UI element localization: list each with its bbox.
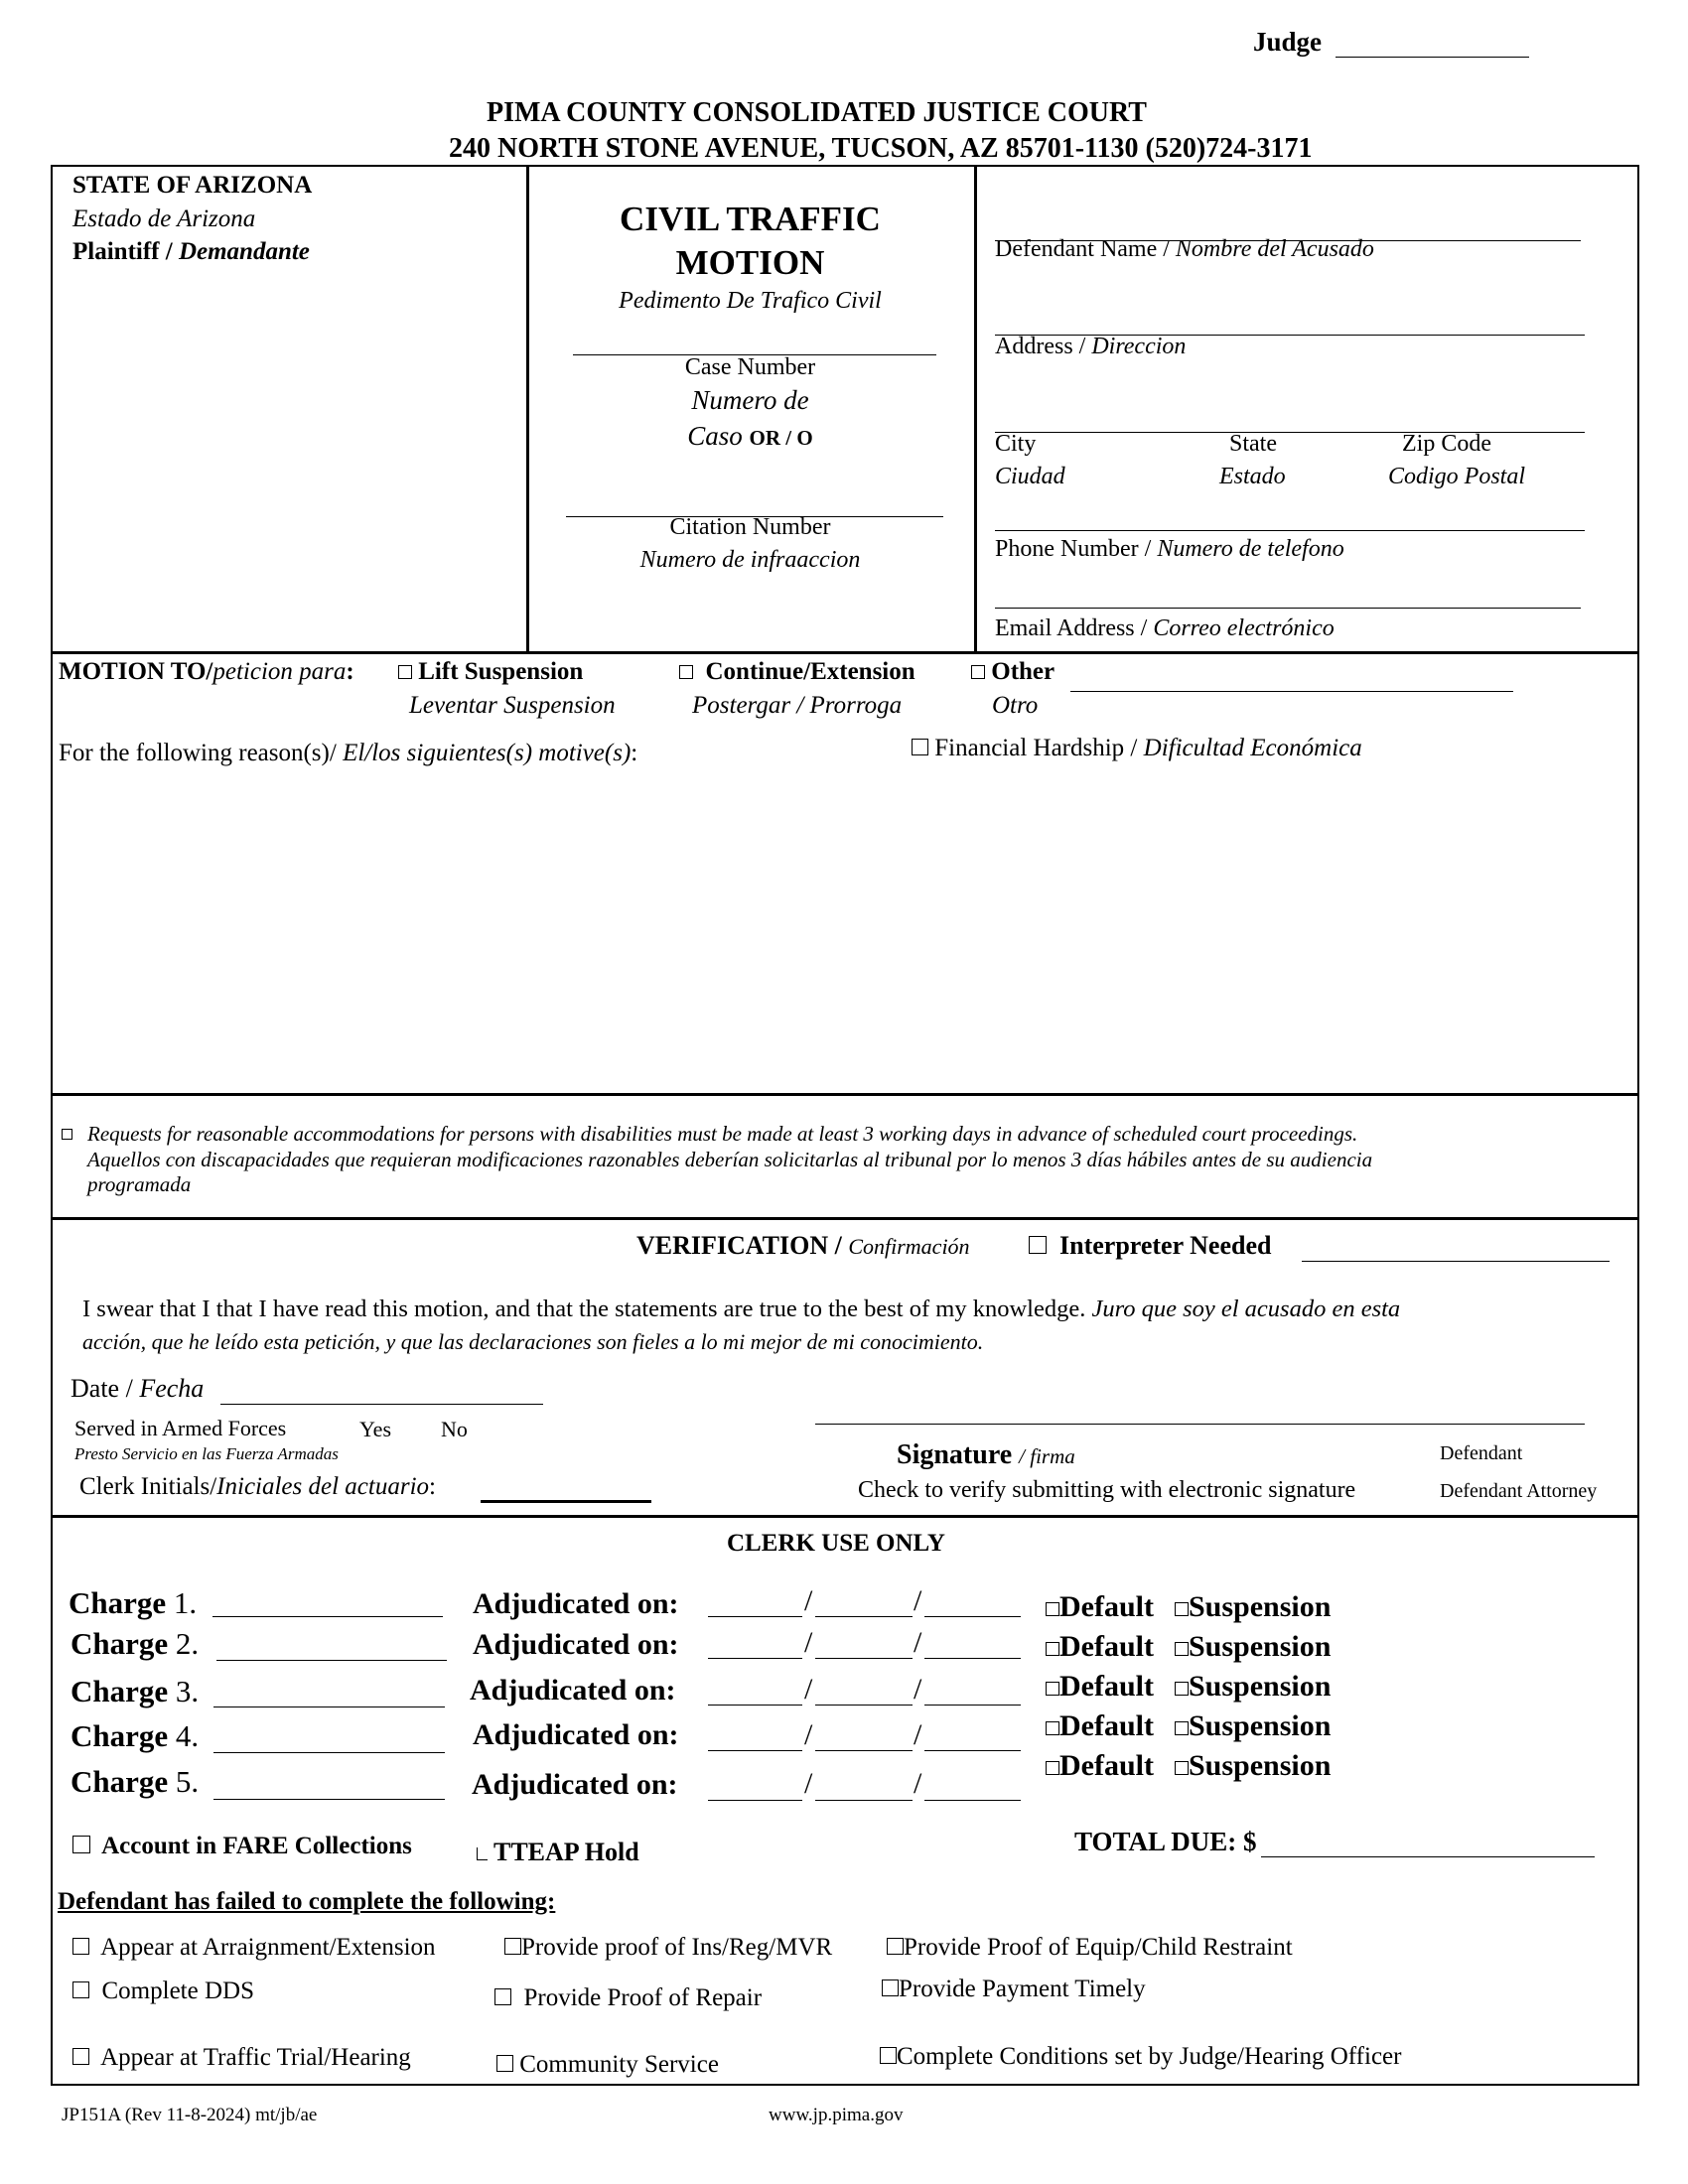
case-number-label-es: Numero de	[691, 385, 809, 415]
adjudicated-month[interactable]	[708, 1646, 802, 1659]
charge-field[interactable]	[213, 1783, 445, 1800]
defendant-option[interactable]: Defendant	[1440, 1442, 1523, 1464]
failed-item[interactable]: Complete Conditions set by Judge/Hearing Officer	[880, 2043, 1401, 2071]
charge-field[interactable]	[213, 1736, 445, 1753]
other-option[interactable]: Other	[971, 658, 1055, 686]
failed-item[interactable]: Community Service	[496, 2051, 719, 2079]
city-label: City	[995, 431, 1037, 457]
zip-label: Zip Code	[1402, 431, 1491, 457]
adjudicated-month[interactable]	[708, 1693, 802, 1706]
accommodations-line3: programada	[87, 1172, 192, 1196]
adjudicated-year[interactable]	[924, 1604, 1021, 1617]
divider	[51, 1093, 1639, 1096]
date-slash: /	[804, 1584, 813, 1617]
adjudicated-day[interactable]	[815, 1693, 913, 1706]
state-label-es: Estado	[1219, 464, 1286, 489]
adjudicated-year[interactable]	[924, 1646, 1021, 1659]
divider	[974, 165, 977, 651]
date-slash: /	[914, 1718, 922, 1751]
divider	[51, 1217, 1639, 1220]
suspension-option[interactable]: Suspension	[1175, 1709, 1331, 1743]
default-checkbox[interactable]	[1046, 1682, 1059, 1696]
failed-item[interactable]: Appear at Traffic Trial/Hearing	[72, 2044, 411, 2072]
continue-extension-option[interactable]: Continue/Extension	[679, 658, 915, 686]
verification-title: VERIFICATION / Confirmación	[636, 1231, 970, 1260]
phone-label: Phone Number / Numero de telefono	[995, 536, 1344, 562]
reasons-label: For the following reason(s)/ El/los siguientes(s) motive(s):	[59, 740, 638, 766]
city-state-zip-field[interactable]	[995, 420, 1585, 433]
motion-label: MOTION TO/peticion para:	[59, 658, 354, 685]
adjudicated-day[interactable]	[815, 1788, 913, 1801]
failed-checkbox[interactable]	[882, 1979, 899, 1996]
other-field[interactable]	[1070, 675, 1513, 692]
failed-checkbox[interactable]	[496, 2055, 513, 2072]
charge-label: Charge 5.	[70, 1764, 200, 1799]
fare-collections-checkbox[interactable]	[72, 1836, 90, 1853]
suspension-option[interactable]: Suspension	[1175, 1590, 1331, 1624]
charge-field[interactable]	[212, 1600, 443, 1617]
divider	[51, 1515, 1639, 1518]
accommodations-line1: Requests for reasonable accommodations for persons with disabilities must be made at least 3 working days in advance of scheduled court proceedings.	[87, 1122, 1358, 1146]
reasons-area[interactable]	[60, 779, 1628, 1087]
case-number-label: Case Number	[684, 354, 816, 380]
suspension-checkbox[interactable]	[1175, 1642, 1189, 1656]
judge-field[interactable]	[1336, 30, 1529, 58]
signature-field[interactable]	[815, 1412, 1585, 1425]
lift-suspension-option[interactable]: Lift Suspension	[398, 658, 583, 686]
fare-collections-option[interactable]: Account in FARE Collections	[72, 1833, 412, 1860]
continue-extension-es: Postergar / Prorroga	[692, 692, 903, 719]
other-checkbox[interactable]	[971, 665, 985, 679]
adjudicated-day[interactable]	[815, 1738, 913, 1751]
website-link[interactable]: www.jp.pima.gov	[769, 2105, 904, 2125]
email-field[interactable]	[995, 596, 1581, 609]
interpreter-language-field[interactable]	[1302, 1249, 1610, 1262]
adjudicated-label: Adjudicated on:	[473, 1718, 679, 1751]
signature-label: Signature / firma	[897, 1439, 1075, 1470]
suspension-option[interactable]: Suspension	[1175, 1670, 1331, 1704]
phone-field[interactable]	[995, 518, 1585, 531]
clerk-initials-label: Clerk Initials/Iniciales del actuario:	[79, 1473, 436, 1500]
interpreter-option[interactable]: Interpreter Needed	[1029, 1231, 1271, 1261]
date-field[interactable]	[220, 1388, 543, 1405]
date-slash: /	[914, 1673, 922, 1706]
armed-forces-yes[interactable]: Yes	[359, 1417, 392, 1441]
failed-checkbox[interactable]	[72, 1938, 89, 1955]
adjudicated-month[interactable]	[708, 1738, 802, 1751]
default-checkbox[interactable]	[1046, 1642, 1059, 1656]
adjudicated-label: Adjudicated on:	[473, 1628, 679, 1661]
defendant-attorney-option[interactable]: Defendant Attorney	[1440, 1480, 1598, 1502]
adjudicated-label: Adjudicated on:	[473, 1587, 679, 1620]
default-checkbox[interactable]	[1046, 1721, 1059, 1735]
lift-suspension-es: Leventar Suspension	[409, 692, 616, 719]
tteap-hold-checkbox[interactable]	[477, 1847, 488, 1860]
suspension-checkbox[interactable]	[1175, 1682, 1189, 1696]
financial-hardship-checkbox[interactable]	[912, 739, 928, 755]
default-checkbox[interactable]	[1046, 1761, 1059, 1775]
interpreter-checkbox[interactable]	[1029, 1236, 1047, 1254]
date-slash: /	[914, 1584, 922, 1617]
form-subtitle: Pedimento De Trafico Civil	[619, 288, 882, 314]
charge-label: Charge 3.	[70, 1674, 200, 1708]
default-option[interactable]: Default	[1046, 1749, 1154, 1783]
suspension-checkbox[interactable]	[1175, 1602, 1189, 1616]
date-slash: /	[804, 1767, 813, 1800]
failed-item[interactable]: Provide Payment Timely	[882, 1976, 1146, 2003]
adjudicated-day[interactable]	[815, 1646, 913, 1659]
case-number-or: Caso OR / O	[687, 421, 813, 451]
armed-forces-no[interactable]: No	[441, 1417, 468, 1441]
other-es: Otro	[992, 692, 1039, 719]
citation-number-label-es: Numero de infraaccion	[639, 547, 861, 573]
failed-checkbox[interactable]	[494, 1988, 511, 2005]
plaintiff-role: Plaintiff / Demandante	[72, 238, 310, 265]
default-option[interactable]: Default	[1046, 1590, 1154, 1624]
failed-item[interactable]: Appear at Arraignment/Extension	[72, 1934, 436, 1962]
financial-hardship-option[interactable]: Financial Hardship / Dificultad Económica	[912, 735, 1362, 762]
clerk-use-title: CLERK USE ONLY	[727, 1530, 945, 1557]
adjudicated-label: Adjudicated on:	[472, 1768, 678, 1801]
failed-checkbox[interactable]	[880, 2047, 897, 2064]
judge-label: Judge	[1253, 27, 1323, 57]
failed-item[interactable]: Provide proof of Ins/Reg/MVR	[504, 1934, 832, 1962]
default-option[interactable]: Default	[1046, 1709, 1154, 1743]
failed-heading: Defendant has failed to complete the following:	[58, 1888, 556, 1915]
total-due-label: TOTAL DUE: $	[1074, 1827, 1257, 1856]
armed-forces-label: Served in Armed Forces	[74, 1416, 287, 1440]
lift-suspension-checkbox[interactable]	[398, 665, 412, 679]
email-label: Email Address / Correo electrónico	[995, 615, 1335, 641]
clerk-initials-field[interactable]	[481, 1500, 651, 1503]
charge-field[interactable]	[216, 1644, 447, 1661]
adjudicated-label: Adjudicated on:	[470, 1674, 676, 1706]
state-label: State	[1229, 431, 1277, 457]
suspension-option[interactable]: Suspension	[1175, 1749, 1331, 1783]
court-name: PIMA COUNTY CONSOLIDATED JUSTICE COURT	[487, 97, 1147, 128]
date-slash: /	[804, 1718, 813, 1751]
plaintiff-state: STATE OF ARIZONA	[72, 172, 313, 199]
default-option[interactable]: Default	[1046, 1670, 1154, 1704]
charge-label: Charge 2.	[70, 1626, 200, 1661]
zip-label-es: Codigo Postal	[1388, 464, 1526, 489]
court-address: 240 NORTH STONE AVENUE, TUCSON, AZ 85701-1130 (520)724-3171	[449, 133, 1313, 164]
date-slash: /	[914, 1626, 922, 1659]
date-slash: /	[804, 1673, 813, 1706]
suspension-option[interactable]: Suspension	[1175, 1630, 1331, 1664]
total-due-field[interactable]	[1261, 1839, 1595, 1857]
adjudicated-month[interactable]	[708, 1604, 802, 1617]
date-slash: /	[914, 1767, 922, 1800]
adjudicated-year[interactable]	[924, 1788, 1021, 1801]
adjudicated-year[interactable]	[924, 1738, 1021, 1751]
failed-item[interactable]: Complete DDS	[72, 1978, 254, 2005]
divider	[51, 651, 1639, 654]
armed-forces-label-es: Presto Servicio en las Fuerza Armadas	[74, 1444, 339, 1463]
tteap-hold-option[interactable]: TTEAP Hold	[477, 1838, 639, 1867]
address-label: Address / Direccion	[995, 334, 1187, 359]
defendant-name-label: Defendant Name / Nombre del Acusado	[995, 236, 1374, 262]
failed-item[interactable]: Provide Proof of Repair	[494, 1984, 762, 2012]
adjudicated-day[interactable]	[815, 1604, 913, 1617]
adjudicated-month[interactable]	[708, 1788, 802, 1801]
form-id: JP151A (Rev 11-8-2024) mt/jb/ae	[62, 2105, 318, 2125]
oath-text: I swear that I that I have read this motion, and that the statements are true to the best of my knowledge. Juro que soy el acusado en esta	[82, 1296, 1401, 1322]
suspension-checkbox[interactable]	[1175, 1761, 1189, 1775]
accommodations-checkbox-wrap[interactable]	[62, 1127, 72, 1145]
failed-checkbox[interactable]	[72, 2048, 89, 2065]
date-label: Date / Fecha	[70, 1374, 205, 1403]
failed-item[interactable]: Provide Proof of Equip/Child Restraint	[887, 1934, 1293, 1962]
default-checkbox[interactable]	[1046, 1602, 1059, 1616]
charge-label: Charge 4.	[70, 1718, 200, 1753]
electronic-signature-label[interactable]: Check to verify submitting with electronic signature	[858, 1477, 1356, 1503]
adjudicated-year[interactable]	[924, 1693, 1021, 1706]
charge-label: Charge 1.	[69, 1585, 198, 1620]
plaintiff-state-es: Estado de Arizona	[72, 205, 256, 232]
form-title-line1: CIVIL TRAFFIC	[620, 200, 881, 238]
form-title-line2: MOTION	[675, 243, 825, 282]
city-label-es: Ciudad	[995, 464, 1065, 489]
default-option[interactable]: Default	[1046, 1630, 1154, 1664]
charge-field[interactable]	[213, 1691, 445, 1707]
citation-number-label: Citation Number	[669, 514, 831, 540]
accommodations-line2: Aquellos con discapacidades que requieran modificaciones razonables deberían solicitarlas al tribunal por lo menos 3 días hábiles antes de su audiencia	[87, 1148, 1373, 1171]
failed-checkbox[interactable]	[72, 1981, 89, 1998]
failed-checkbox[interactable]	[887, 1938, 904, 1955]
suspension-checkbox[interactable]	[1175, 1721, 1189, 1735]
failed-checkbox[interactable]	[504, 1938, 521, 1955]
accommodations-checkbox[interactable]	[62, 1129, 72, 1140]
date-slash: /	[804, 1626, 813, 1659]
oath-text-es: acción, que he leído esta petición, y que las declaraciones son fieles a lo mi mejor de mi conocimiento.	[82, 1329, 984, 1354]
continue-extension-checkbox[interactable]	[679, 665, 693, 679]
